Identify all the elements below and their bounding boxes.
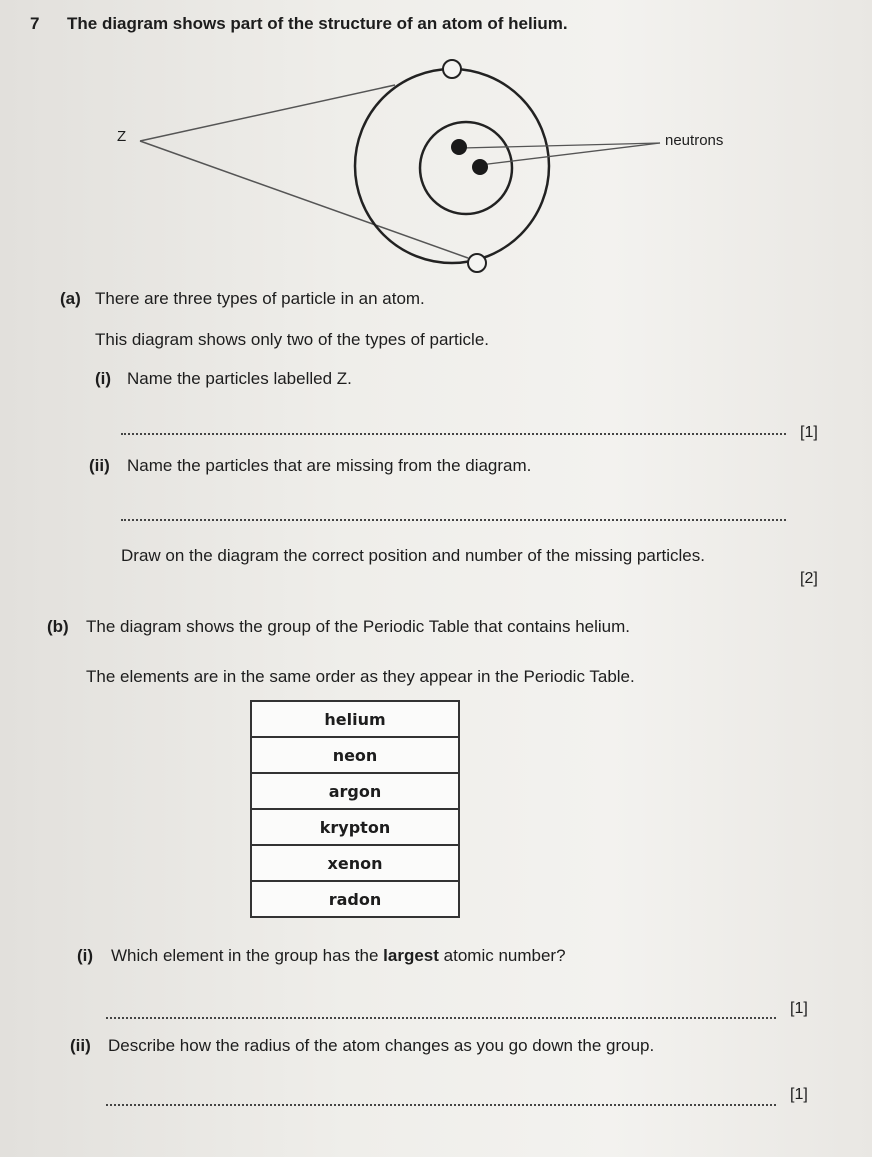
- part-b-ii-label: (ii): [70, 1036, 91, 1055]
- element-cell: xenon: [251, 845, 459, 881]
- question-intro: The diagram shows part of the structure of an atom of helium.: [67, 14, 568, 33]
- z-pointer-line-bottom: [140, 141, 468, 258]
- answer-line-b-i[interactable]: [106, 1017, 776, 1019]
- answer-line-a-i[interactable]: [121, 433, 786, 435]
- part-b-label: (b): [47, 617, 69, 636]
- element-cell: neon: [251, 737, 459, 773]
- nucleus: [420, 122, 512, 214]
- neutron-2: [472, 159, 488, 175]
- neutron-1: [451, 139, 467, 155]
- part-b-ii-text: Describe how the radius of the atom changes as you go down the group.: [108, 1036, 655, 1055]
- element-cell: radon: [251, 881, 459, 917]
- mark-b-i: [1]: [790, 1000, 808, 1017]
- part-b-i-label: (i): [77, 946, 94, 965]
- part-b-line1: The diagram shows the group of the Periodic Table that contains helium.: [86, 617, 630, 636]
- part-a-ii-draw: Draw on the diagram the correct position and number of the missing particles.: [121, 546, 705, 565]
- z-pointer-line-top: [140, 85, 395, 141]
- part-b-line2: The elements are in the same order as they appear in the Periodic Table.: [86, 667, 635, 686]
- mark-a-i: [1]: [800, 424, 818, 441]
- part-a-i-text: Name the particles labelled Z.: [127, 369, 352, 388]
- mark-a-ii: [2]: [800, 570, 818, 587]
- atom-diagram: [0, 0, 872, 300]
- element-cell: krypton: [251, 809, 459, 845]
- answer-line-a-ii[interactable]: [121, 519, 786, 521]
- part-a-ii-label: (ii): [89, 456, 110, 475]
- electron-bottom: [468, 254, 486, 272]
- electron-shell: [355, 69, 549, 263]
- part-b-i-text-post: atomic number?: [438, 946, 566, 965]
- part-b-i-text-bold: largest: [383, 946, 439, 965]
- part-a-label: (a): [60, 289, 81, 308]
- part-b-i-text: [111, 946, 566, 966]
- part-a-line2: This diagram shows only two of the types of particle.: [95, 330, 490, 349]
- periodic-group-table: [250, 700, 460, 918]
- answer-line-b-ii[interactable]: [106, 1104, 776, 1106]
- part-b-i-text-pre: Which element in the group has the: [111, 946, 384, 965]
- electron-top: [443, 60, 461, 78]
- element-cell: argon: [251, 773, 459, 809]
- mark-b-ii: [1]: [790, 1086, 808, 1103]
- question-number: 7: [30, 14, 40, 33]
- element-cell: helium: [251, 701, 459, 737]
- part-a-i-label: (i): [95, 369, 112, 388]
- part-a-line1: There are three types of particle in an atom.: [95, 289, 425, 308]
- label-z: Z: [117, 128, 127, 145]
- part-a-ii-text: Name the particles that are missing from the diagram.: [127, 456, 532, 475]
- label-neutrons: neutrons: [665, 132, 724, 149]
